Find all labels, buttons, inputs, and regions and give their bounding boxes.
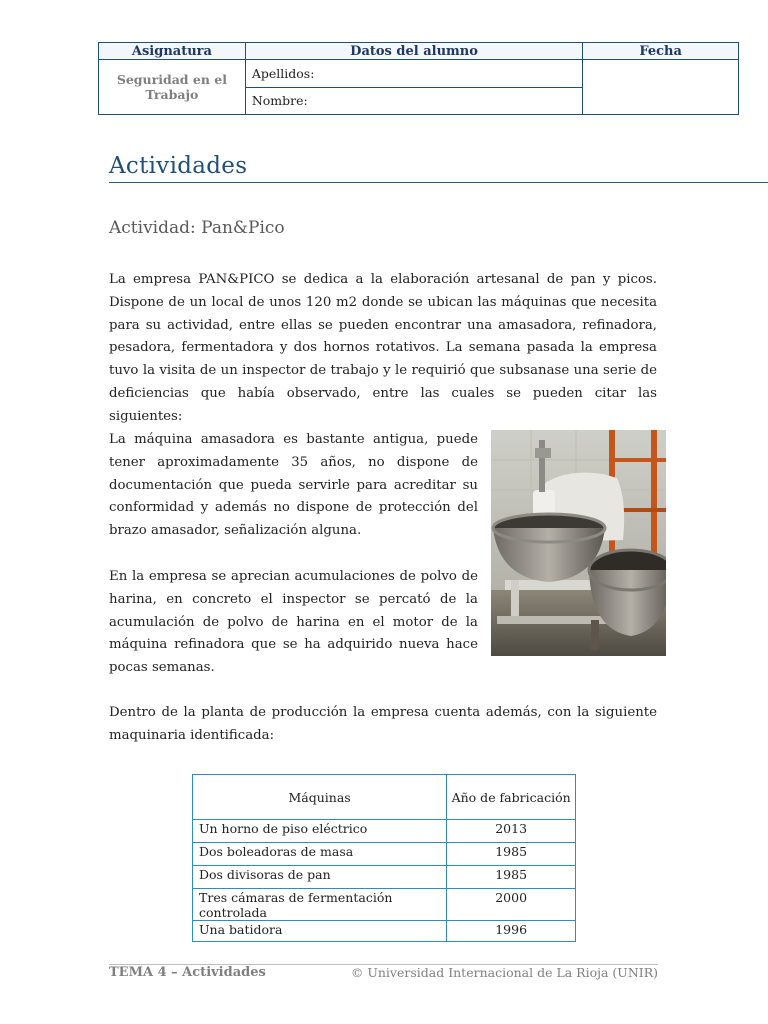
- table-row: [193, 889, 576, 921]
- student-header-table: [98, 42, 739, 115]
- table-row: [193, 921, 576, 942]
- table-row: [193, 843, 576, 866]
- kneading-machine-photo: [491, 430, 666, 656]
- page-title: Actividades: [109, 153, 248, 179]
- machine-cell: Dos divisoras de pan: [193, 866, 447, 889]
- date-field[interactable]: [583, 60, 739, 115]
- surname-field[interactable]: Apellidos:: [245, 60, 582, 87]
- table-row: [193, 820, 576, 843]
- date-column-header: Fecha: [583, 43, 739, 60]
- flour-dust-paragraph: En la empresa se aprecian acumulaciones de polvo de harina, en concreto el inspector se percató de la acumulación de polvo de harina en el motor de la máquina refinadora que se ha adquirido nueva hace pocas semanas.: [109, 569, 478, 676]
- table-header-row: [193, 775, 576, 820]
- machinery-intro-paragraph: Dentro de la planta de producción la empresa cuenta además, con la siguiente maquinaria identificada:: [109, 705, 657, 743]
- activity-subtitle: Actividad: Pan&Pico: [109, 218, 285, 238]
- subject-value: Seguridad en el Trabajo: [99, 60, 246, 115]
- machine-cell: Tres cámaras de fermentación controlada: [193, 889, 447, 921]
- student-data-column-header: Datos del alumno: [245, 43, 582, 60]
- year-cell: 2000: [447, 889, 576, 921]
- year-cell: 1985: [447, 866, 576, 889]
- machine-cell: Dos boleadoras de masa: [193, 843, 447, 866]
- machines-column-header: Máquinas: [193, 775, 447, 820]
- machinery-table: [192, 774, 576, 942]
- year-cell: 2013: [447, 820, 576, 843]
- name-field[interactable]: Nombre:: [245, 87, 582, 114]
- year-cell: 1985: [447, 843, 576, 866]
- year-column-header: Año de fabricación: [447, 775, 576, 820]
- kneader-paragraph: La máquina amasadora es bastante antigua, puede tener aproximadamente 35 años, no dispone de documentación que pueda servirle para acreditar su conformidad y además no dispone de protección del brazo amasador, señalización alguna.: [109, 432, 478, 539]
- machine-cell: Una batidora: [193, 921, 447, 942]
- title-divider: [109, 182, 768, 183]
- year-cell: 1996: [447, 921, 576, 942]
- table-row: [193, 866, 576, 889]
- footer-copyright: © Universidad Internacional de La Rioja (UNIR): [350, 965, 658, 980]
- footer-topic: TEMA 4 – Actividades: [109, 965, 266, 980]
- intro-paragraph: La empresa PAN&PICO se dedica a la elaboración artesanal de pan y picos. Dispone de un local de unos 120 m2 donde se ubican las máquinas que necesita para su actividad, entre ellas se pueden encontrar una amasadora, refinadora, pesadora, fermentadora y dos hornos rotativos. La semana pasada la empresa tuvo la visita de un inspector de trabajo y le requirió que subsanase una serie de deficiencias que había observado, entre las cuales se pueden citar las siguientes:: [109, 272, 657, 424]
- subject-column-header: Asignatura: [99, 43, 246, 60]
- machine-cell: Un horno de piso eléctrico: [193, 820, 447, 843]
